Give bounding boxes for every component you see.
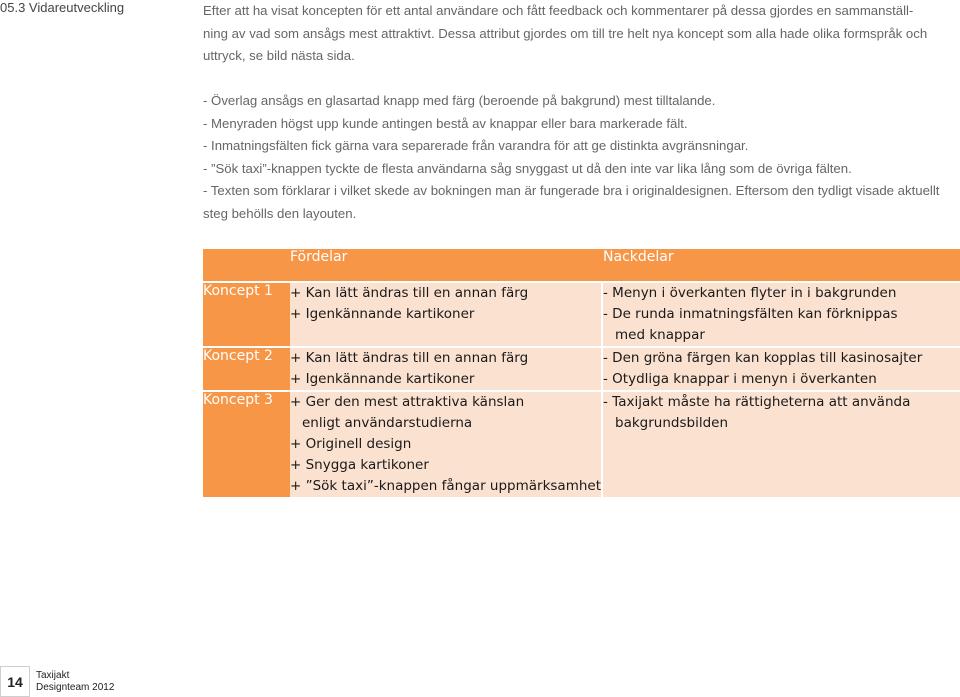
feedback-item: - Inmatningsfälten fick gärna vara separerade från varandra för att ge distinkta avgränsningar.	[203, 138, 749, 153]
pro-item: + Originell design	[290, 436, 412, 452]
pro-item: + Igenkännande kartikoner	[290, 371, 475, 387]
comparison-table	[203, 249, 960, 499]
table-header-row	[203, 249, 960, 283]
pro-item: + ”Sök taxi”-knappen fångar uppmärksamhet	[290, 478, 602, 494]
pros-cell	[290, 348, 603, 392]
footer-info	[36, 670, 114, 694]
feedback-list	[203, 90, 960, 225]
table-row	[203, 348, 960, 392]
pro-item: + Kan lätt ändras till en annan färg	[290, 285, 529, 301]
footer-subtitle: Designteam 2012	[36, 682, 115, 693]
pro-item: + Igenkännande kartikoner	[290, 306, 475, 322]
cons-cell	[603, 392, 960, 499]
header-cons: Nackdelar	[603, 249, 960, 283]
con-item: - Den gröna färgen kan kopplas till kasinosajter	[603, 350, 923, 366]
body-text	[203, 0, 960, 225]
con-item: - Menyn i överkanten flyter in i bakgrunden	[603, 285, 897, 301]
feedback-item: - Texten som förklarar i vilket skede av bokningen man är fungerade bra i originaldesignen. Eftersom den tydligt visade aktuellt	[203, 183, 940, 198]
pro-item: + Kan lätt ändras till en annan färg	[290, 350, 529, 366]
feedback-item: - ”Sök taxi”-knappen tyckte de flesta användarna såg snyggast ut då den inte var lika lång som de övriga fälten.	[203, 160, 852, 176]
pros-cell	[290, 392, 603, 499]
feedback-item: steg behölls den layouten.	[203, 205, 357, 221]
con-item: bakgrundsbilden	[615, 415, 729, 431]
intro-line: Efter att ha visat koncepten för ett antal användare och fått feedback och kommentarer på dessa gjordes en sammanställ-	[203, 3, 914, 18]
row-label: Koncept 2	[203, 348, 290, 392]
con-item: - Otydliga knappar i menyn i överkanten	[603, 371, 877, 387]
row-label: Koncept 3	[203, 392, 290, 499]
table-row	[203, 283, 960, 348]
con-item: - De runda inmatningsfälten kan förknippas	[603, 306, 898, 322]
feedback-item: - Överlag ansågs en glasartad knapp med färg (beroende på bakgrund) mest tilltalande.	[203, 93, 716, 108]
con-item: - Taxijakt måste ha rättigheterna att använda	[603, 394, 911, 410]
page-footer	[0, 666, 960, 697]
header-corner	[203, 249, 290, 283]
intro-line: ning av vad som ansågs mest attraktivt. Dessa attribut gjordes om till tre helt nya koncept som alla hade olika formspråk och	[203, 25, 928, 41]
footer-title: Taxijakt	[36, 670, 70, 681]
table-row	[203, 392, 960, 499]
section-heading: 05.3 Vidareutveckling	[0, 0, 125, 15]
row-label: Koncept 1	[203, 283, 290, 348]
intro-line: uttryck, se bild nästa sida.	[203, 48, 355, 63]
pro-item: + Snygga kartikoner	[290, 457, 429, 473]
pro-item: + Ger den mest attraktiva känslan	[290, 394, 525, 410]
page-number: 14	[0, 666, 30, 697]
pros-cell	[290, 283, 603, 348]
con-item: med knappar	[615, 327, 705, 343]
header-pros: Fördelar	[290, 249, 603, 283]
cons-cell	[603, 348, 960, 392]
cons-cell	[603, 283, 960, 348]
feedback-item: - Menyraden högst upp kunde antingen bestå av knappar eller bara markerade fält.	[203, 115, 688, 131]
pro-item: enligt användarstudierna	[302, 415, 473, 431]
